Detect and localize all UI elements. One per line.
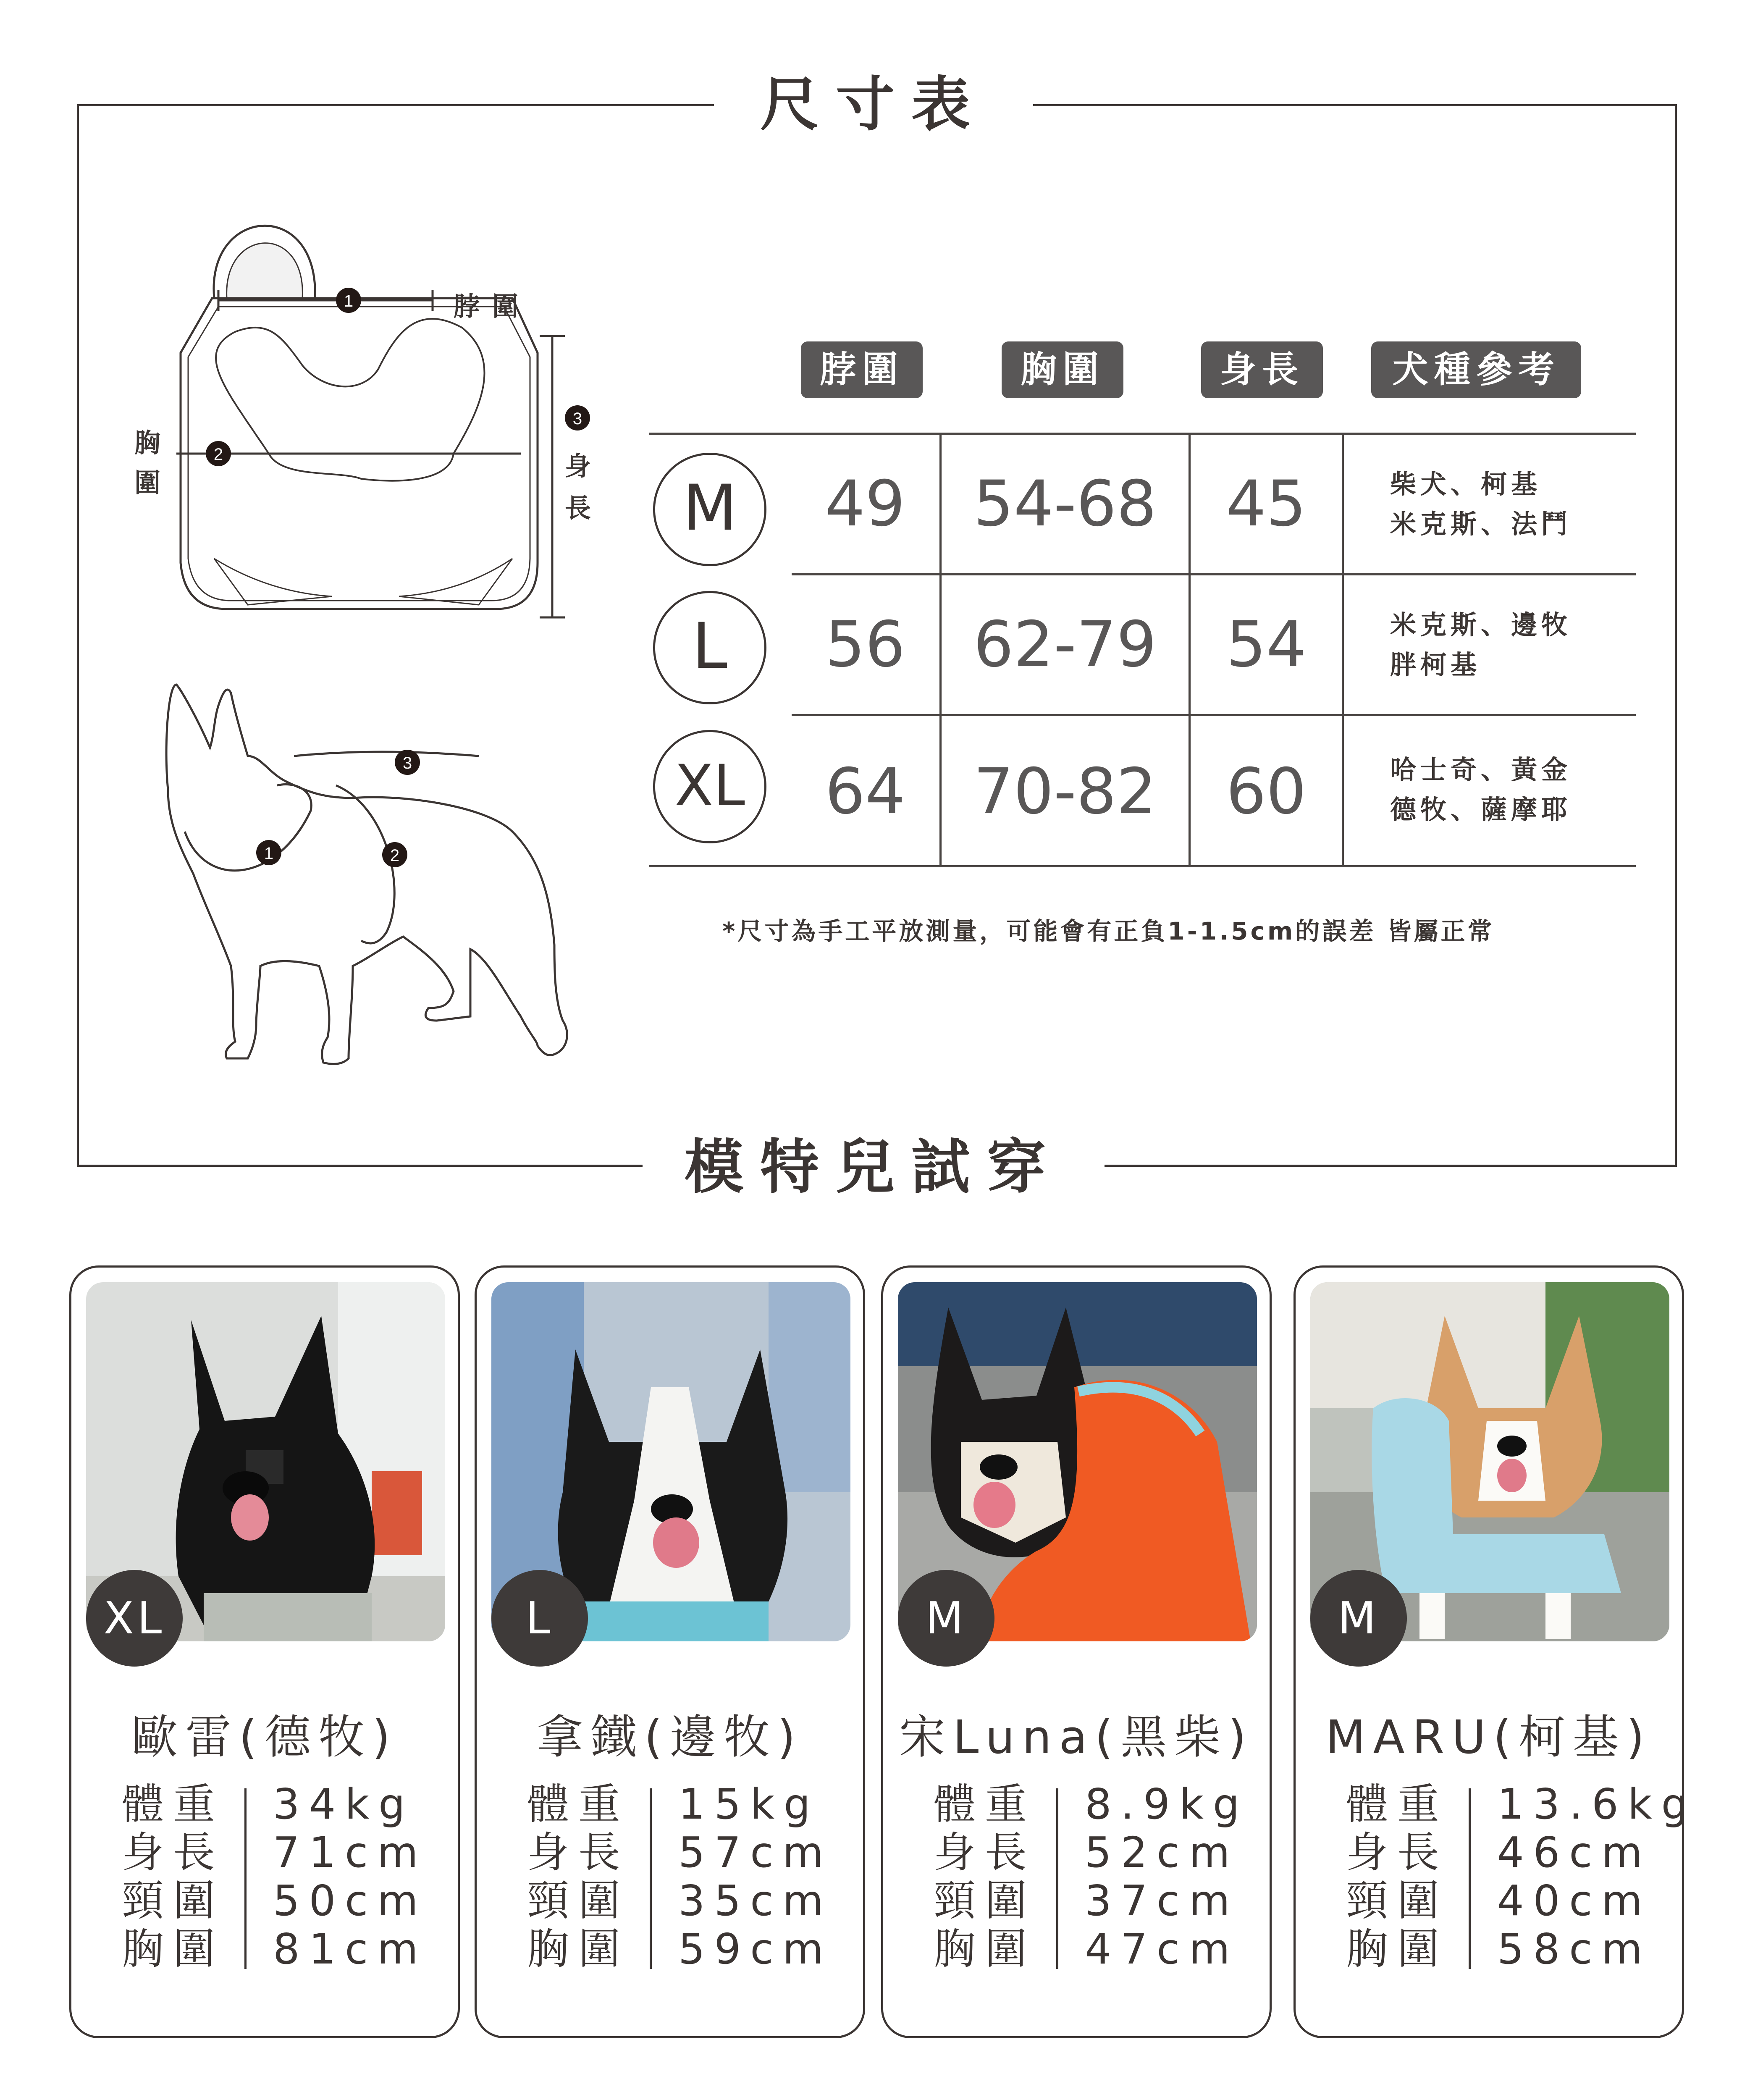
stat-divider-2 — [650, 1788, 652, 1969]
model-stat-labels-1 — [122, 1780, 231, 1973]
stat-label-length: 身長 — [934, 1828, 1036, 1877]
size-circle-m: M — [653, 453, 766, 566]
model-stat-labels-2 — [527, 1780, 636, 1973]
stat-value-length: 52cm — [1085, 1828, 1239, 1877]
cell-length-l: 54 — [1226, 608, 1307, 681]
table-col-rule-3 — [1342, 433, 1344, 867]
header-neck: 脖圍 — [801, 341, 923, 398]
stat-value-length: 46cm — [1497, 1828, 1652, 1877]
header-breed: 犬種參考 — [1371, 341, 1581, 398]
stat-value-chest: 58cm — [1497, 1924, 1652, 1974]
model-size-badge-2: L — [491, 1570, 588, 1667]
stat-value-chest: 81cm — [273, 1924, 428, 1974]
model-stat-labels-4 — [1346, 1780, 1455, 1973]
model-card-1 — [69, 1265, 460, 2038]
header-length: 身長 — [1201, 341, 1323, 398]
model-name-3: 宋Luna(黑柴) — [899, 1710, 1254, 1764]
chest-label-line1: 胸 — [134, 428, 161, 458]
model-card-3 — [881, 1265, 1272, 2038]
model-name-1: 歐雷(德牧) — [131, 1710, 398, 1764]
model-stat-labels-3 — [934, 1780, 1043, 1973]
measurement-note: *尺寸為手工平放測量，可能會有正負1-1.5cm的誤差 皆屬正常 — [722, 917, 1495, 945]
stat-value-chest: 47cm — [1085, 1924, 1239, 1974]
table-bottom-rule — [649, 865, 1636, 867]
cell-breed-xl-line1: 哈士奇、黃金 — [1390, 754, 1572, 785]
cell-length-xl: 60 — [1226, 755, 1307, 828]
stat-label-length: 身長 — [122, 1828, 224, 1877]
model-name-4: MARU(柯基) — [1325, 1710, 1652, 1764]
dog-marker-3: 3 — [402, 754, 412, 772]
stat-label-weight: 體重 — [934, 1780, 1036, 1829]
stat-label-chest: 胸圍 — [1346, 1924, 1448, 1974]
cell-chest-l: 62-79 — [973, 608, 1157, 681]
stat-label-length: 身長 — [527, 1828, 630, 1877]
marker-2: 2 — [213, 445, 223, 464]
stat-value-weight: 34kg — [273, 1780, 415, 1829]
marker-1: 1 — [344, 292, 354, 310]
stat-label-chest: 胸圍 — [934, 1924, 1036, 1974]
length-label-line2: 長 — [565, 493, 591, 523]
dog-measurement-diagram — [151, 672, 613, 1084]
stat-value-neck: 50cm — [273, 1876, 428, 1925]
size-chart-title: 尺寸表 — [714, 63, 1033, 147]
cell-breed-l-line2: 胖柯基 — [1390, 649, 1481, 680]
stat-label-weight: 體重 — [527, 1780, 630, 1829]
model-stat-values-2 — [678, 1780, 863, 1973]
stat-value-length: 57cm — [678, 1828, 833, 1877]
stat-label-weight: 體重 — [122, 1780, 224, 1829]
stat-label-length: 身長 — [1346, 1828, 1448, 1877]
stat-divider-4 — [1469, 1788, 1471, 1969]
header-chest: 胸圍 — [1002, 341, 1123, 398]
dog-marker-1: 1 — [264, 844, 274, 863]
stat-divider-3 — [1056, 1788, 1058, 1969]
neck-label: 脖圍 — [454, 291, 531, 322]
model-stat-values-3 — [1085, 1780, 1270, 1973]
table-row-rule-2 — [792, 714, 1636, 716]
cell-neck-l: 56 — [825, 608, 905, 681]
dog-marker-2: 2 — [390, 846, 400, 865]
table-row-rule-1 — [792, 573, 1636, 575]
model-size-badge-4: M — [1310, 1570, 1407, 1667]
marker-3: 3 — [572, 410, 582, 428]
model-stat-values-1 — [273, 1780, 458, 1973]
cell-chest-m: 54-68 — [973, 467, 1157, 541]
model-name-2: 拿鐵(邊牧) — [537, 1710, 803, 1764]
cell-neck-xl: 64 — [825, 755, 905, 828]
stat-value-weight: 13.6kg — [1497, 1780, 1698, 1829]
stat-value-neck: 37cm — [1085, 1876, 1239, 1925]
cell-chest-xl: 70-82 — [973, 755, 1157, 828]
stat-value-weight: 8.9kg — [1085, 1780, 1249, 1829]
stat-label-neck: 頸圍 — [1346, 1876, 1448, 1925]
cell-breed-l-line1: 米克斯、邊牧 — [1390, 609, 1572, 640]
stat-label-neck: 頸圍 — [934, 1876, 1036, 1925]
cell-breed-m-line2: 米克斯、法鬥 — [1390, 509, 1572, 539]
stat-value-weight: 15kg — [678, 1780, 820, 1829]
stat-label-weight: 體重 — [1346, 1780, 1448, 1829]
table-top-rule — [649, 433, 1636, 435]
stat-label-neck: 頸圍 — [122, 1876, 224, 1925]
model-size-badge-1: XL — [86, 1570, 183, 1667]
model-card-2 — [475, 1265, 865, 2038]
cell-breed-m-line1: 柴犬、柯基 — [1390, 469, 1542, 499]
size-circle-xl: XL — [653, 730, 766, 843]
size-circle-l: L — [653, 591, 766, 704]
stat-divider-1 — [244, 1788, 247, 1969]
length-label-line1: 身 — [565, 451, 591, 481]
chest-label-line2: 圍 — [134, 467, 161, 498]
models-title: 模特兒試穿 — [643, 1126, 1105, 1210]
harness-diagram — [143, 193, 605, 655]
stat-label-chest: 胸圍 — [122, 1924, 224, 1974]
cell-length-m: 45 — [1226, 467, 1307, 541]
stat-value-length: 71cm — [273, 1828, 428, 1877]
stat-label-chest: 胸圍 — [527, 1924, 630, 1974]
model-size-badge-3: M — [898, 1570, 994, 1667]
cell-neck-m: 49 — [825, 467, 905, 541]
model-card-4 — [1293, 1265, 1698, 2038]
stat-value-neck: 40cm — [1497, 1876, 1652, 1925]
model-stat-values-4 — [1497, 1780, 1698, 1974]
stat-value-neck: 35cm — [678, 1876, 833, 1925]
stat-value-chest: 59cm — [678, 1924, 833, 1974]
cell-breed-xl-line2: 德牧、薩摩耶 — [1390, 794, 1572, 825]
stat-label-neck: 頸圍 — [527, 1876, 630, 1925]
